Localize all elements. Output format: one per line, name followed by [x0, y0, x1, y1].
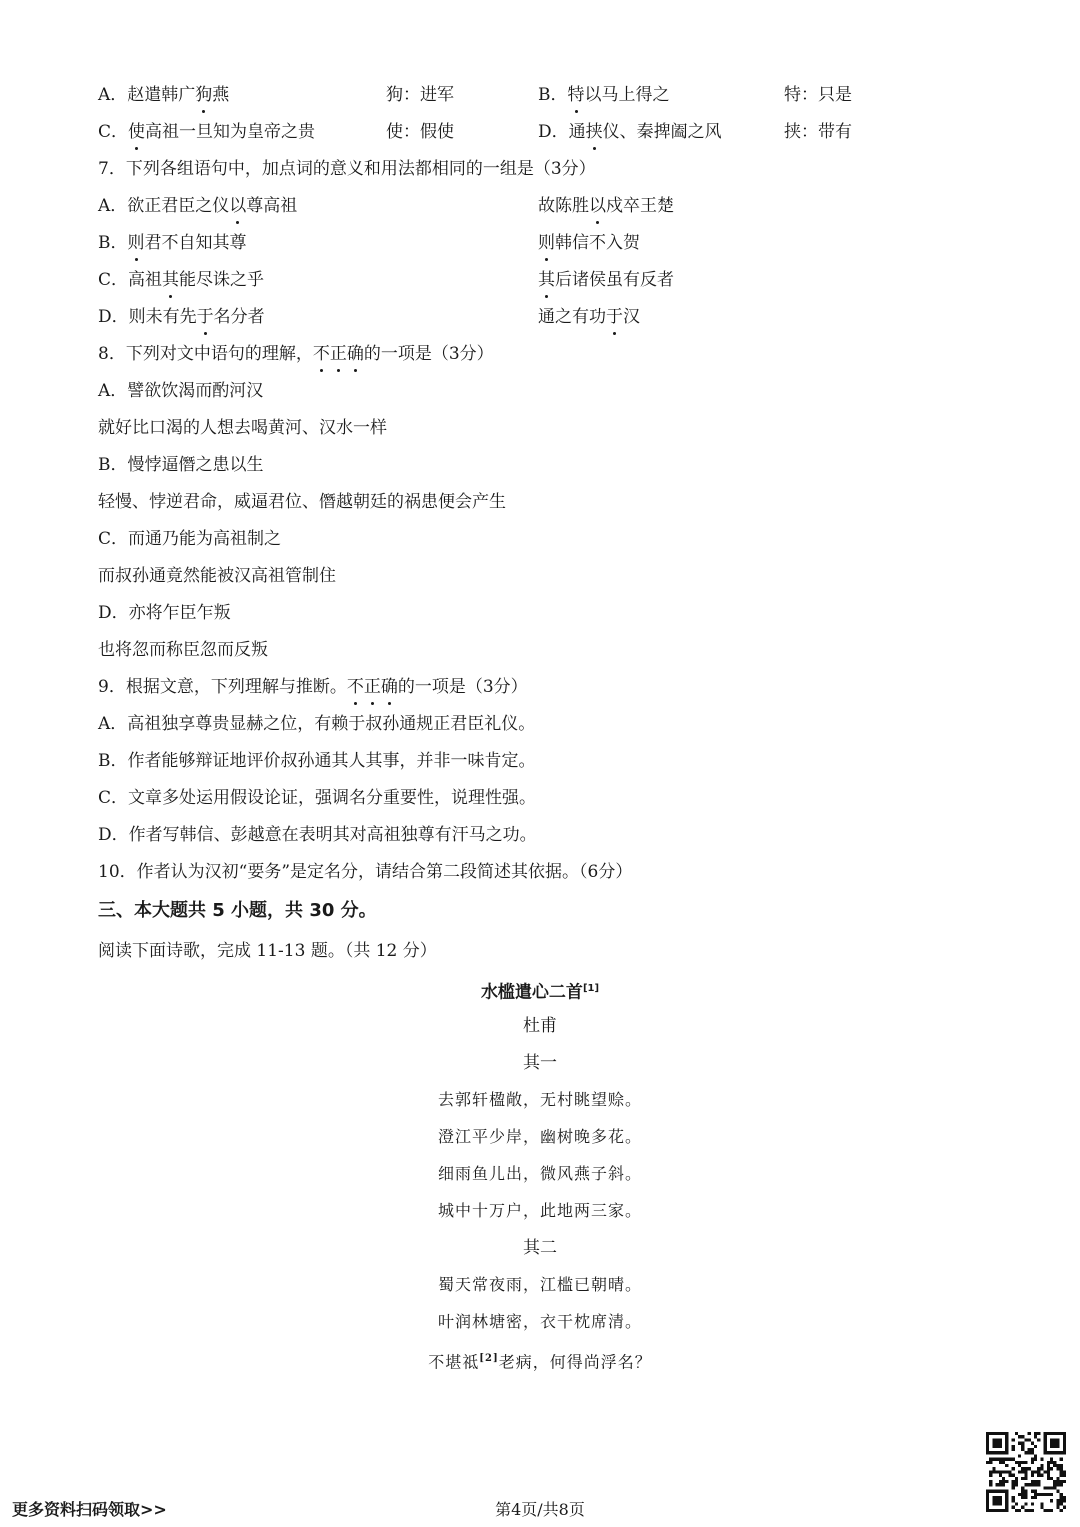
q7-option-b-pair: 则韩信不入贺: [538, 233, 640, 253]
q9-option-d: D．作者写韩信、彭越意在表明其对高祖独尊有汗马之功。: [98, 825, 537, 845]
poem-part-2-heading: 其二: [523, 1238, 557, 1258]
q6-option-c-gloss: 使：假使: [386, 122, 454, 142]
q6-option-a-gloss: 狗：进军: [386, 85, 454, 105]
q6-option-b-gloss: 特：只是: [784, 85, 852, 105]
q7-option-b: B．则君不自知其尊: [98, 233, 247, 253]
q6-option-a: A．赵遣韩广狗燕: [98, 85, 230, 105]
q8-option-b: B．慢悖逼僭之患以生: [98, 455, 264, 475]
q7-option-a: A．欲正君臣之仪以尊高祖: [98, 196, 298, 216]
poem-author: 杜甫: [523, 1016, 557, 1036]
q9-option-c: C．文章多处运用假设论证，强调名分重要性，说理性强。: [98, 788, 537, 808]
q8-option-a-translation: 就好比口渴的人想去喝黄河、汉水一样: [98, 418, 387, 438]
q7-stem: 7．下列各组语句中，加点词的意义和用法都相同的一组是（3分）: [98, 159, 596, 179]
q7-option-d: D．则未有先于名分者: [98, 307, 265, 327]
poem-title: 水槛遣心二首[1]: [480, 982, 600, 1003]
poem-line: 去郭轩楹敞，无村眺望赊。: [437, 1090, 642, 1109]
q8-option-d: D．亦将乍臣乍叛: [98, 603, 231, 623]
poem-line: 叶润林塘密，衣干枕席清。: [437, 1312, 642, 1331]
q8-option-c: C．而通乃能为高祖制之: [98, 529, 282, 549]
q6-option-c: C．使高祖一旦知为皇帝之贵: [98, 122, 316, 142]
poem-line: 澄江平少岸，幽树晚多花。: [437, 1127, 642, 1146]
q7-option-c-pair: 其后诸侯虽有反者: [538, 270, 674, 290]
q8-stem: 8．下列对文中语句的理解，不正确的一项是（3分）: [98, 344, 494, 364]
q6-option-b: B．特以马上得之: [538, 85, 670, 105]
more-resources-link[interactable]: 更多资料扫码领取>>: [12, 1500, 167, 1519]
q6-option-d-gloss: 挟：带有: [784, 122, 852, 142]
poem-title-footnote: [1]: [582, 983, 600, 994]
q8-option-c-translation: 而叔孙通竟然能被汉高祖管制住: [98, 566, 336, 586]
q8-option-b-translation: 轻慢、悖逆君命，威逼君位、僭越朝廷的祸患便会产生: [98, 492, 506, 512]
q8-option-d-translation: 也将忽而称臣忽而反叛: [98, 640, 268, 660]
page-number: 第4页/共8页: [495, 1500, 585, 1519]
poem-line: 城中十万户，此地两三家。: [437, 1201, 642, 1220]
q6-option-d: D．通挟仪、秦捭阖之风: [538, 122, 722, 142]
poem-line: 细雨鱼儿出，微风燕子斜。: [437, 1164, 642, 1183]
poem-line: 蜀天常夜雨，江槛已朝晴。: [437, 1275, 642, 1294]
poem-line-last: 不堪祗[2]老病，何得尚浮名？: [428, 1352, 652, 1372]
q7-option-c: C．高祖其能尽诛之乎: [98, 270, 265, 290]
q9-option-b: B．作者能够辩证地评价叔孙通其人其事，并非一味肯定。: [98, 751, 536, 771]
q10-stem: 10．作者认为汉初“要务”是定名分，请结合第二段简述其依据。（6分）: [98, 862, 633, 882]
section-3-heading: 三、本大题共 5 小题，共 30 分。: [98, 900, 377, 921]
q9-stem: 9．根据文意，下列理解与推断。不正确的一项是（3分）: [98, 677, 528, 697]
section-3-intro: 阅读下面诗歌，完成 11-13 题。（共 12 分）: [98, 941, 437, 961]
poem-part-1-heading: 其一: [523, 1053, 557, 1073]
q7-option-d-pair: 通之有功于汉: [538, 307, 640, 327]
q8-option-a: A．譬欲饮渴而酌河汉: [98, 381, 264, 401]
q7-option-a-pair: 故陈胜以戍卒王楚: [538, 196, 674, 216]
poem-line-footnote: [2]: [479, 1353, 499, 1364]
q9-option-a: A．高祖独享尊贵显赫之位，有赖于叔孙通规正君臣礼仪。: [98, 714, 536, 734]
